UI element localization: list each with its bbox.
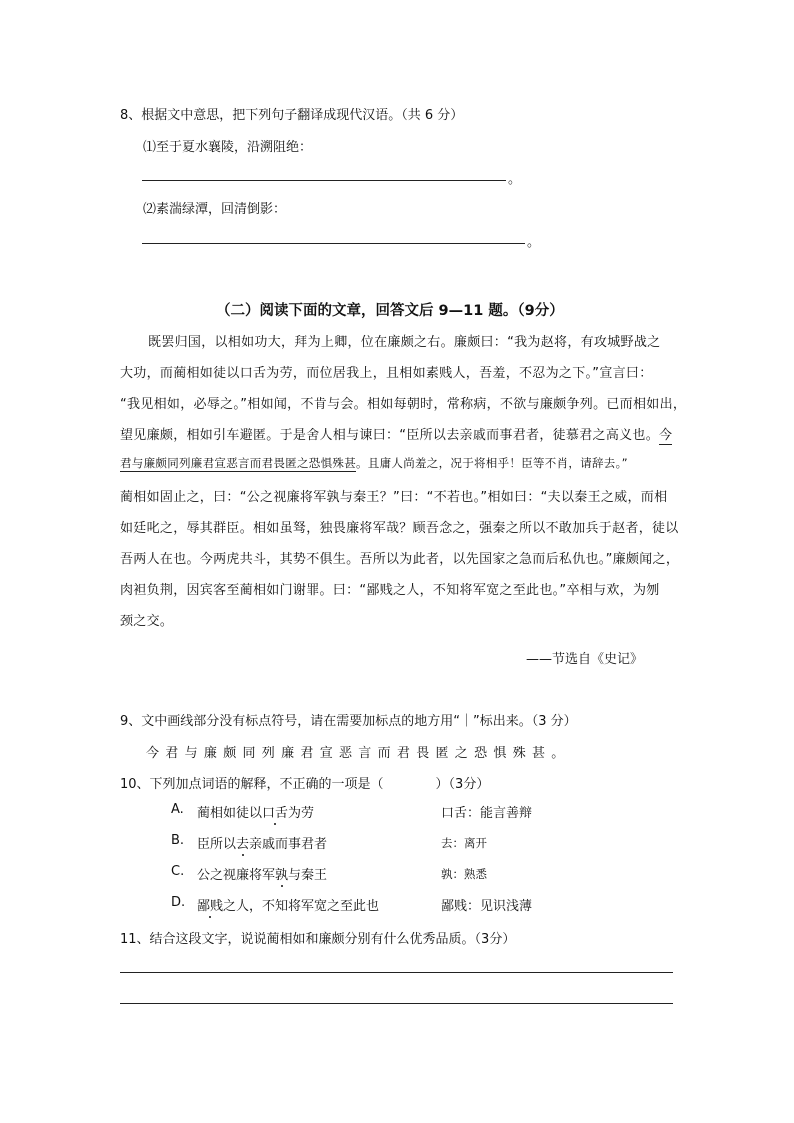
- q10-option-a-pre: 蔺相如徒以: [197, 806, 263, 821]
- q10-option-a-explain: 口舌：能言善辩: [441, 806, 533, 821]
- q8-item-1: ⑴至于夏水襄陵，沿溯阻绝：: [143, 140, 313, 155]
- q10-option-c-post: 与秦王: [288, 868, 328, 883]
- q10-prompt: 10、下列加点词语的解释，不正确的一项是（ ）（3分）: [120, 777, 490, 792]
- q10-option-b-explain: 去：离开: [441, 836, 487, 850]
- q8-answer-line-2[interactable]: [142, 243, 525, 244]
- passage-line-6: 蔺相如固止之，曰：“公之视廉将军孰与秦王？”曰：“不若也。”相如曰：“夫以秦王之威，而相: [120, 490, 668, 505]
- q10-option-a-post: 为劳: [288, 806, 315, 821]
- q10-option-c-dotted: 孰: [275, 868, 289, 883]
- passage-line-4-text: 望见廉颇，相如引车避匿。于是舍人相与谏曰：“臣所以去亲戚而事君者，徒慕君之高义也。: [120, 428, 660, 443]
- passage-line-1: 既罢归国，以相如功大，拜为上卿，位在廉颇之右。廉颇曰：“我为赵将，有攻城野战之: [148, 335, 661, 350]
- q10-option-a-dotted: 口舌: [262, 806, 289, 821]
- underlined-start: 今: [659, 428, 673, 443]
- q10-option-d-dotted: 鄙贱: [197, 899, 224, 914]
- q10-option-c-explain: 孰：熟悉: [441, 867, 487, 881]
- q9-sentence: 今君与廉颇同列廉君宣恶言而君畏匿之恐惧殊甚。: [146, 746, 571, 761]
- passage-line-9: 肉袒负荆，因宾客至蔺相如门谢罪。曰：“鄙贱之人，不知将军宽之至此也。”卒相与欢，为刎: [120, 583, 660, 598]
- q8-answer-line-1[interactable]: [142, 180, 506, 181]
- passage-line-8: 吾两人在也。今两虎共斗，其势不俱生。吾所以为此者，以先国家之急而后私仇也。”廉颇闻之，: [120, 552, 680, 567]
- underlined-sentence: 君与廉颇同列廉君宣恶言而君畏匿之恐惧殊甚: [120, 456, 356, 470]
- q8-end-mark-2: 。: [527, 235, 541, 250]
- passage-source: ——节选自《史记》: [526, 652, 644, 667]
- q9-prompt: 9、文中画线部分没有标点符号，请在需要加标点的地方用“｜”标出来。（3 分）: [120, 714, 577, 729]
- q10-option-c-letter: C.: [171, 864, 185, 879]
- section2-title: （二）阅读下面的文章，回答文后 9—11 题。（9分）: [216, 303, 564, 319]
- passage-line-5-rest: 。且庸人尚羞之，况于将相乎！臣等不肖，请辞去。”: [356, 456, 628, 470]
- q10-option-a-letter: A.: [171, 802, 184, 817]
- q10-option-b-letter: B.: [171, 833, 185, 848]
- passage-line-5: [120, 455, 628, 471]
- q10-option-b-pre: 臣所以: [197, 837, 237, 852]
- q10-option-d-letter: D.: [171, 895, 186, 910]
- q8-end-mark-1: 。: [508, 172, 522, 187]
- q10-option-b-post: 亲戚而事君者: [249, 837, 328, 852]
- q11-answer-line-2[interactable]: [120, 1003, 673, 1004]
- passage-line-2: 大功，而蔺相如徒以口舌为劳，而位居我上，且相如素贱人，吾羞，不忍为之下。”宣言曰：: [120, 366, 653, 381]
- q10-option-b: [197, 833, 327, 852]
- q10-option-a: [197, 802, 314, 821]
- q10-option-d: [197, 895, 379, 914]
- passage-line-10: 颈之交。: [120, 614, 174, 629]
- passage-line-4: [120, 424, 672, 443]
- q8-prompt: 8、根据文中意思，把下列句子翻译成现代汉语。（共 6 分）: [120, 108, 464, 123]
- passage-line-3: “我见相如，必辱之。”相如闻，不肯与会。相如每朝时，常称病，不欲与廉颇争列。已而相如出，: [120, 397, 687, 412]
- q11-answer-line-1[interactable]: [120, 972, 673, 973]
- q11-prompt: 11、结合这段文字，说说蔺相如和廉颇分别有什么优秀品质。（3分）: [120, 932, 516, 947]
- q10-option-d-explain: 鄙贱：见识浅薄: [441, 899, 533, 914]
- q10-option-d-post: 之人，不知将军宽之至此也: [223, 899, 380, 914]
- q10-option-b-dotted: 去: [236, 837, 250, 852]
- q10-option-c-pre: 公之视廉将军: [197, 868, 276, 883]
- q10-option-c: [197, 864, 327, 883]
- q8-item-2: ⑵素湍绿潭，回清倒影：: [143, 202, 287, 217]
- passage-line-7: 如廷叱之，辱其群臣。相如虽驽，独畏廉将军哉？顾吾念之，强秦之所以不敢加兵于赵者，徒以: [120, 521, 679, 536]
